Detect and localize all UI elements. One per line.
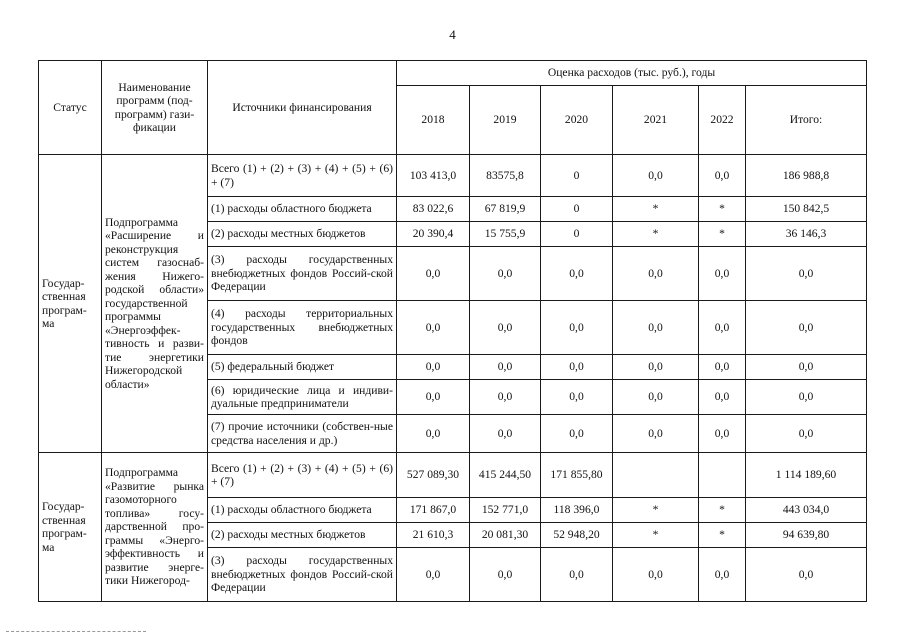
funding-source: (1) расходы областного бюджета	[208, 197, 397, 222]
header-sources: Источники финансирования	[208, 61, 397, 155]
total-cell: 186 988,8	[746, 155, 867, 197]
year-value-cell: 0,0	[397, 247, 470, 301]
year-value-cell: 0,0	[699, 415, 746, 453]
year-value-cell: 0,0	[470, 355, 541, 380]
year-value-cell: *	[699, 498, 746, 523]
header-year-2018: 2018	[397, 86, 470, 155]
total-cell: 0,0	[746, 355, 867, 380]
year-value-cell: *	[613, 523, 699, 548]
table-row	[39, 155, 867, 197]
year-value-cell: 0,0	[470, 301, 541, 355]
funding-source: (2) расходы местных бюджетов	[208, 523, 397, 548]
funding-source: (3) расходы государственных внебюджетных фондов Россий-ской Федерации	[208, 247, 397, 301]
year-value-cell: 67 819,9	[470, 197, 541, 222]
year-value-cell: *	[613, 197, 699, 222]
total-cell: 150 842,5	[746, 197, 867, 222]
total-cell: 0,0	[746, 380, 867, 415]
year-value-cell: 0,0	[613, 415, 699, 453]
year-value-cell: 171 867,0	[397, 498, 470, 523]
funding-source: (4) расходы территориальных государственных внебюджетных фондов	[208, 301, 397, 355]
total-cell: 0,0	[746, 247, 867, 301]
table-header	[39, 61, 867, 155]
year-value-cell: 527 089,30	[397, 453, 470, 498]
year-value-cell: *	[699, 222, 746, 247]
year-value-cell: 0,0	[541, 301, 613, 355]
funding-source: (1) расходы областного бюджета	[208, 498, 397, 523]
header-year-2022: 2022	[699, 86, 746, 155]
year-value-cell: 0,0	[397, 355, 470, 380]
table-body	[39, 155, 867, 602]
year-value-cell: *	[613, 498, 699, 523]
year-value-cell: 0,0	[541, 548, 613, 602]
total-cell: 36 146,3	[746, 222, 867, 247]
year-value-cell: 21 610,3	[397, 523, 470, 548]
header-estimate: Оценка расходов (тыс. руб.), годы	[397, 61, 867, 86]
year-value-cell: 118 396,0	[541, 498, 613, 523]
year-value-cell: 20 081,30	[470, 523, 541, 548]
funding-source: (3) расходы государственных внебюджетных фондов Россий-ской Федерации	[208, 548, 397, 602]
year-value-cell: 415 244,50	[470, 453, 541, 498]
year-value-cell: 0,0	[397, 548, 470, 602]
program-name: Подпрограмма «Расширение и реконструкция систем газоснаб-жения Нижего-родской области» государственной программы «Энергоэффек-тивность и разви-тие энергетики Нижегородской области»	[102, 155, 208, 453]
total-cell: 443 034,0	[746, 498, 867, 523]
page-number: 4	[449, 27, 456, 42]
year-value-cell: 0,0	[397, 301, 470, 355]
program-status: Государ-ственная програм-ма	[39, 155, 102, 453]
year-value-cell: 0,0	[613, 355, 699, 380]
year-value-cell	[613, 453, 699, 498]
year-value-cell: 0,0	[699, 548, 746, 602]
year-value-cell: 171 855,80	[541, 453, 613, 498]
header-program-name: Наименование программ (под-программ) гази-фикации	[102, 61, 208, 155]
program-name: Подпрограмма «Развитие рынка газомоторного топлива» госу-дарственной про-граммы «Энерго-эффективность и развитие энерге-тики Нижегород-	[102, 453, 208, 602]
year-value-cell: 20 390,4	[397, 222, 470, 247]
total-cell: 1 114 189,60	[746, 453, 867, 498]
year-value-cell: 0,0	[699, 247, 746, 301]
year-value-cell	[699, 453, 746, 498]
year-value-cell: *	[613, 222, 699, 247]
year-value-cell: 0,0	[397, 415, 470, 453]
year-value-cell: 0,0	[699, 355, 746, 380]
expenditure-table	[38, 60, 867, 602]
year-value-cell: 0,0	[699, 380, 746, 415]
year-value-cell: 0,0	[541, 355, 613, 380]
year-value-cell: 0,0	[613, 548, 699, 602]
year-value-cell: 103 413,0	[397, 155, 470, 197]
year-value-cell: 0	[541, 222, 613, 247]
total-cell: 0,0	[746, 415, 867, 453]
header-total: Итого:	[746, 86, 867, 155]
year-value-cell: 83 022,6	[397, 197, 470, 222]
total-cell: 94 639,80	[746, 523, 867, 548]
header-year-2019: 2019	[470, 86, 541, 155]
funding-source: Всего (1) + (2) + (3) + (4) + (5) + (6) + (7)	[208, 155, 397, 197]
year-value-cell: 0,0	[613, 380, 699, 415]
year-value-cell: *	[699, 197, 746, 222]
year-value-cell: 0,0	[541, 247, 613, 301]
year-value-cell: 15 755,9	[470, 222, 541, 247]
funding-source: (6) юридические лица и индиви-дуальные предприниматели	[208, 380, 397, 415]
year-value-cell: 0,0	[699, 155, 746, 197]
year-value-cell: 52 948,20	[541, 523, 613, 548]
header-year-2020: 2020	[541, 86, 613, 155]
total-cell: 0,0	[746, 548, 867, 602]
year-value-cell: 0,0	[470, 415, 541, 453]
program-status: Государ-ственная програм-ма	[39, 453, 102, 602]
year-value-cell: 0,0	[699, 301, 746, 355]
year-value-cell: 0,0	[613, 247, 699, 301]
total-cell: 0,0	[746, 301, 867, 355]
header-status: Статус	[39, 61, 102, 155]
funding-source: (7) прочие источники (собствен-ные средства населения и др.)	[208, 415, 397, 453]
year-value-cell: 0,0	[470, 247, 541, 301]
year-value-cell: 0	[541, 197, 613, 222]
funding-source: Всего (1) + (2) + (3) + (4) + (5) + (6) + (7)	[208, 453, 397, 498]
year-value-cell: 0,0	[541, 415, 613, 453]
funding-source: (2) расходы местных бюджетов	[208, 222, 397, 247]
year-value-cell: *	[699, 523, 746, 548]
year-value-cell: 83575,8	[470, 155, 541, 197]
year-value-cell: 152 771,0	[470, 498, 541, 523]
funding-source: (5) федеральный бюджет	[208, 355, 397, 380]
table-row	[39, 453, 867, 498]
year-value-cell: 0,0	[541, 380, 613, 415]
year-value-cell: 0,0	[613, 301, 699, 355]
page-edge-mark	[6, 631, 146, 633]
year-value-cell: 0,0	[613, 155, 699, 197]
year-value-cell: 0,0	[397, 380, 470, 415]
header-year-2021: 2021	[613, 86, 699, 155]
year-value-cell: 0	[541, 155, 613, 197]
year-value-cell: 0,0	[470, 380, 541, 415]
year-value-cell: 0,0	[470, 548, 541, 602]
